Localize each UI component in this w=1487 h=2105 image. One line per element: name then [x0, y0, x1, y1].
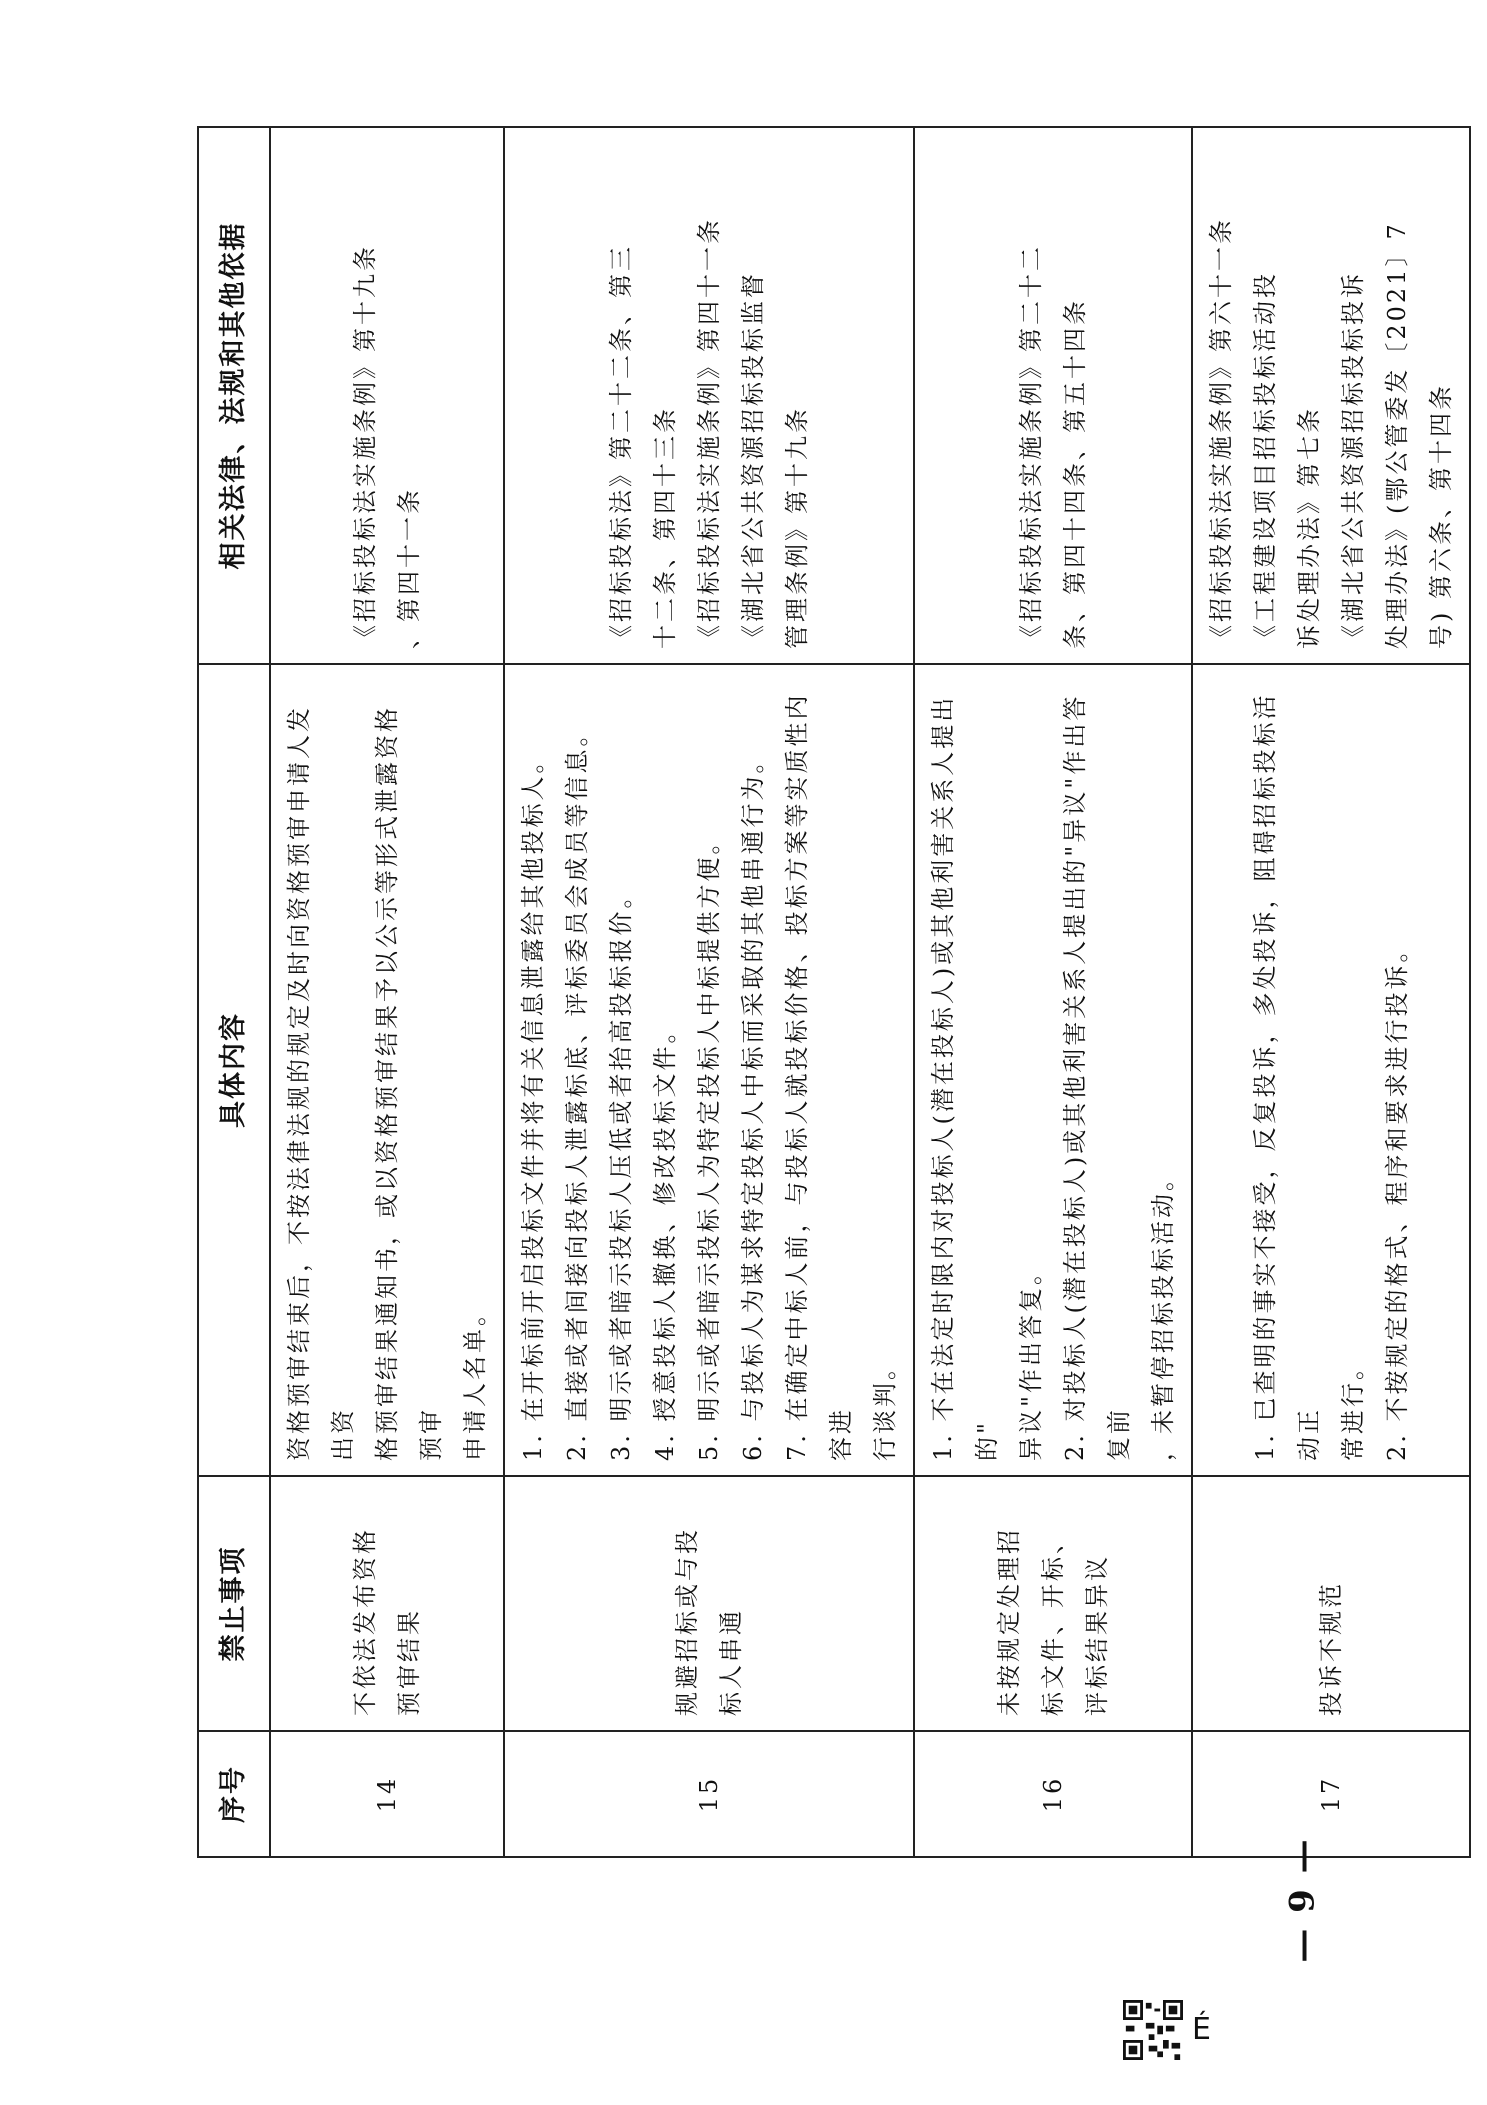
row-content — [1192, 664, 1470, 1476]
content-line: 7. 在确定中标人前，与投标人就投标价格、投标方案等实质性内容进 — [783, 692, 855, 1461]
content-line: 1. 在开标前开启投标文件并将有关信息泄露给其他投标人。 — [519, 746, 547, 1461]
content-line: ，未暂停招标投标活动。 — [1149, 1164, 1177, 1461]
row-content — [914, 664, 1192, 1476]
row-content — [504, 664, 914, 1476]
row-law — [270, 127, 504, 664]
item-line: 标文件、开标、 — [1039, 1527, 1067, 1716]
table-row — [914, 127, 1192, 1857]
table-frame — [197, 128, 1455, 1858]
content-line: 格预审结果通知书，或以资格预审结果予以公示等形式泄露资格预审 — [373, 705, 445, 1461]
law-line: 《湖北省公共资源招标投标监督 — [739, 271, 767, 649]
content-line: 3. 明示或者暗示投标人压低或者抬高投标报价。 — [607, 881, 635, 1461]
header-no: 序号 — [198, 1731, 270, 1857]
item-line: 投诉不规范 — [1317, 1581, 1345, 1716]
item-line: 评标结果异议 — [1083, 1554, 1111, 1716]
row-law — [1192, 127, 1470, 664]
content-line: 行谈判。 — [871, 1353, 899, 1461]
content-line: 申请人名单。 — [461, 1299, 489, 1461]
law-line: 管理条例》第十九条 — [783, 406, 811, 649]
law-line: 诉处理办法》第七条 — [1295, 406, 1323, 649]
prohibited-items-table — [197, 126, 1471, 1858]
table-row — [270, 127, 504, 1857]
content-line: 异议"作出答复。 — [1017, 1257, 1045, 1461]
content-line: 6. 与投标人为谋求特定投标人中标而采取的其他串通行为。 — [739, 746, 767, 1461]
content-line: 4. 授意投标人撤换、修改投标文件。 — [651, 1016, 679, 1461]
header-law: 相关法律、法规和其他依据 — [198, 127, 270, 664]
corner-mark: É — [1192, 2012, 1211, 2047]
row-number: 17 — [1192, 1731, 1470, 1857]
content-line: 1. 已查明的事实不接受，反复投诉，多处投诉，阻碍招标投标活动正 — [1251, 692, 1323, 1461]
law-line: 《招标投标法实施条例》第四十一条 — [695, 217, 723, 649]
law-line: 条、第四十四条、第五十四条 — [1061, 298, 1089, 649]
law-line: 《招标投标法实施条例》第二十二 — [1017, 244, 1045, 649]
row-item — [504, 1476, 914, 1731]
page-number-text: — 9 — — [1282, 1837, 1323, 1963]
content-line: 5. 明示或者暗示投标人为特定投标人中标提供方便。 — [695, 827, 723, 1461]
table-row — [1192, 127, 1470, 1857]
law-line: 《工程建设项目招标投标活动投 — [1251, 271, 1279, 649]
item-line: 不依法发布资格 — [351, 1527, 379, 1716]
row-item — [270, 1476, 504, 1731]
row-content — [270, 664, 504, 1476]
content-line: 2. 对投标人(潜在投标人)或其他利害关系人提出的"异议"作出答复前 — [1061, 693, 1133, 1461]
header-item: 禁止事项 — [198, 1476, 270, 1731]
page-number — [1240, 1837, 1365, 1963]
content-line: 1. 不在法定时限内对投标人(潜在投标人)或其他利害关系人提出的" — [929, 694, 1001, 1461]
header-content: 具体内容 — [198, 664, 270, 1476]
content-line: 常进行。 — [1339, 1353, 1367, 1461]
table-header-row — [198, 127, 270, 1857]
law-line: 《招标投标法实施条例》第十九条 — [351, 244, 379, 649]
row-number: 15 — [504, 1731, 914, 1857]
item-line: 标人串通 — [717, 1608, 745, 1716]
row-item — [1192, 1476, 1470, 1731]
rotated-page-area — [197, 128, 1455, 1858]
law-line: 《招标投标法实施条例》第六十一条 — [1207, 217, 1235, 649]
row-number: 14 — [270, 1731, 504, 1857]
row-law — [504, 127, 914, 664]
law-line: 《招标投标法》第二十二条、第三 — [607, 244, 635, 649]
law-line: 十二条、第四十三条 — [651, 406, 679, 649]
law-line: 处理办法》(鄂公管委发〔2021〕7 — [1383, 221, 1411, 649]
qr-code-icon — [1123, 2000, 1183, 2060]
law-line: 号) 第六条、第十四条 — [1427, 383, 1455, 649]
item-line: 规避招标或与投 — [673, 1527, 701, 1716]
row-law — [914, 127, 1192, 664]
item-line: 预审结果 — [395, 1608, 423, 1716]
law-line: 、第四十一条 — [395, 487, 423, 649]
content-line: 2. 直接或者间接向投标人泄露标底、评标委员会成员等信息。 — [563, 719, 591, 1461]
law-line: 《湖北省公共资源招标投标投诉 — [1339, 271, 1367, 649]
item-line: 未按规定处理招 — [995, 1527, 1023, 1716]
row-item — [914, 1476, 1192, 1731]
row-number: 16 — [914, 1731, 1192, 1857]
content-line: 2. 不按规定的格式、程序和要求进行投诉。 — [1383, 935, 1411, 1461]
content-line: 资格预审结束后，不按法律法规的规定及时向资格预审申请人发出资 — [285, 705, 357, 1461]
table-row — [504, 127, 914, 1857]
